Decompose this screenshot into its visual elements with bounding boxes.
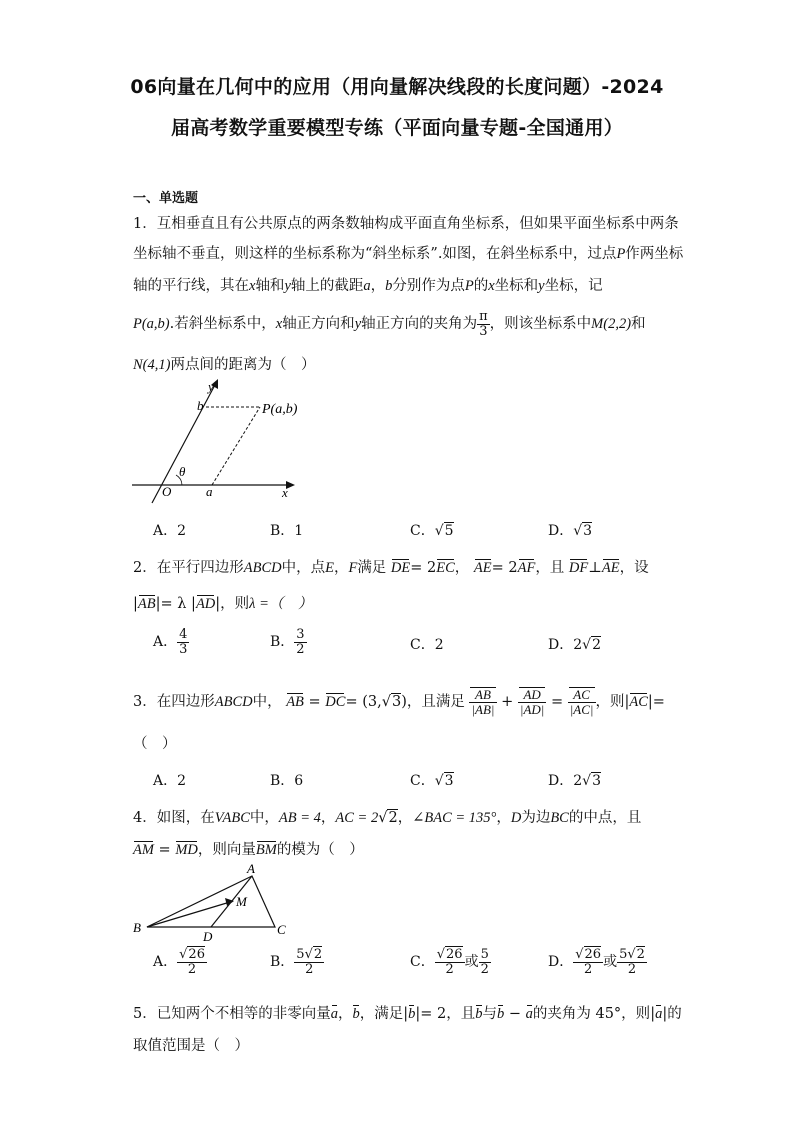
q1-line-5: N(4,1)两点间的距离为（ ）: [133, 357, 316, 373]
q1-option-a[interactable]: A．2: [153, 523, 187, 539]
q3-option-a[interactable]: A．2: [153, 773, 187, 789]
q5-line-1: 5．已知两个不相等的非零向量a，b，满足|b|= 2，且b与b − a的夹角为 45°，则|a|的: [133, 1006, 682, 1022]
fig-label-y: y: [208, 379, 214, 394]
q2-option-c[interactable]: C．2: [410, 637, 444, 653]
fig-label-b: b: [197, 398, 204, 413]
q3-option-c[interactable]: C．√3: [410, 773, 454, 789]
fig-label-A: A: [247, 861, 255, 876]
page-title-line-2: 届高考数学重要模型专练（平面向量专题-全国通用）: [170, 117, 624, 139]
q1-option-b[interactable]: B．1: [270, 523, 304, 539]
page-title-line-1: 06向量在几何中的应用（用向量解决线段的长度问题）-2024: [130, 76, 664, 98]
fig-label-theta: θ: [179, 464, 186, 479]
q1-line-3: 轴的平行线，其在x轴和y轴上的截距a，b分别作为点P的x坐标和y坐标，记: [133, 278, 603, 294]
q3-line-2: （ ）: [133, 736, 177, 752]
q1-line-4: P(a,b).若斜坐标系中，x轴正方向和y轴正方向的夹角为 $\frac{\pi}{3}$ ，则该坐标系中M(2,2)和: [133, 309, 646, 339]
q1-line-1: 1．互相垂直且有公共原点的两条数轴构成平面直角坐标系，但如果平面坐标系中两条: [133, 216, 679, 232]
q1-line-2: 坐标轴不垂直，则这样的坐标系称为“斜坐标系”.如图，在斜坐标系中，过点P作两坐标: [133, 246, 684, 262]
q4-option-c[interactable]: C． $\frac{√26}{2}$ 或 $\frac{5}{2}$: [410, 947, 489, 977]
fig-label-C: C: [277, 922, 286, 937]
section-heading: 一、单选题: [133, 191, 199, 206]
q4-option-d[interactable]: D． $\frac{√26}{2}$ 或 $\frac{5√2}{2}$: [548, 947, 645, 977]
q5-line-2: 取值范围是（ ）: [133, 1038, 249, 1054]
q1-option-d[interactable]: D．√3: [548, 523, 593, 539]
q1-option-c[interactable]: C．√5: [410, 523, 454, 539]
fig-label-B: B: [133, 920, 141, 935]
q3-line-1: 3．在四边形ABCD中， AB = DC= (3,√3)，且满足 $\frac{AB}{|AB|}$ + $\frac{AD}{|AD|}$ = $\frac{AC}{|AC|}$ ，则|AC|=: [133, 687, 665, 717]
q1-oblique-coordinate-figure: [130, 375, 310, 505]
q2-line-1: 2．在平行四边形ABCD中，点E，F满足 DE= 2EC， AE= 2AF，且 DF⊥AE，设: [133, 560, 649, 576]
q2-option-b[interactable]: B． $\frac{3}{2}$: [270, 627, 305, 657]
fig-label-M: M: [236, 894, 247, 909]
q4-line-2: AM = MD，则向量BM的模为（ ）: [133, 842, 364, 858]
q2-line-2: |AB|= λ |AD|，则λ =（ ）: [133, 596, 313, 612]
q3-option-d[interactable]: D．2√3: [548, 773, 601, 789]
q4-triangle-figure: [130, 860, 300, 945]
q2-option-a[interactable]: A． $\frac{4}{3}$: [153, 627, 188, 657]
fig-label-O: O: [162, 484, 172, 499]
fig-label-x: x: [282, 485, 288, 500]
fig-label-a: a: [206, 484, 213, 499]
q4-line-1: 4．如图，在VABC中，AB = 4，AC = 2√2，∠BAC = 135°，D为边BC的中点，且: [133, 810, 642, 826]
fig-label-D: D: [203, 929, 213, 944]
q4-option-b[interactable]: B． $\frac{5√2}{2}$: [270, 947, 323, 977]
q2-option-d[interactable]: D．2√2: [548, 637, 601, 653]
q3-option-b[interactable]: B．6: [270, 773, 304, 789]
q4-option-a[interactable]: A． $\frac{√26}{2}$: [153, 947, 205, 977]
fig-label-P: P(a,b): [262, 402, 298, 417]
